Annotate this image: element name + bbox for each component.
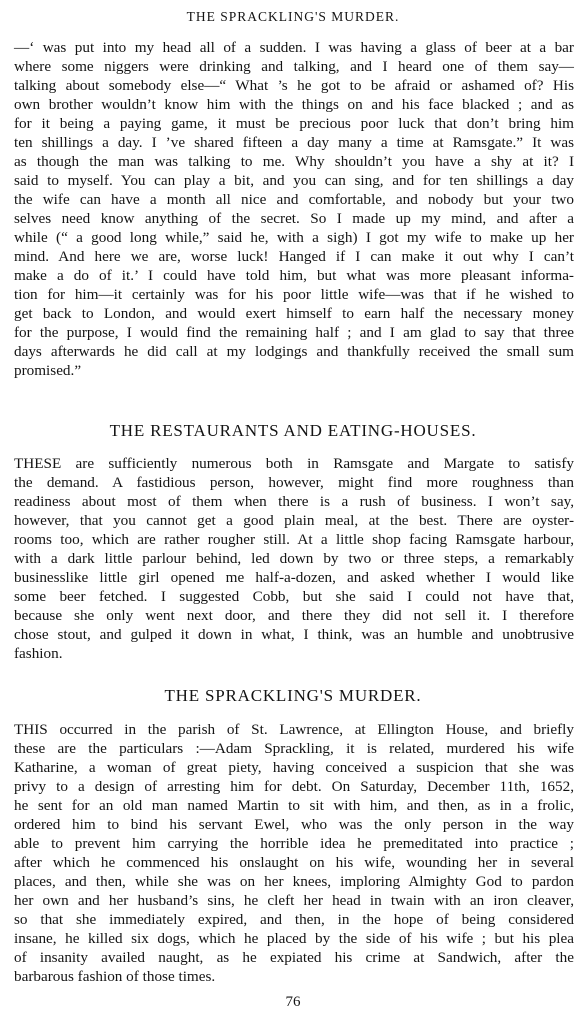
text-line: her own and her husband’s sins, he cleft her head in twain with an iron cleaver,	[14, 892, 574, 909]
section-heading: THE RESTAURANTS AND EATING-HOUSES.	[109, 421, 477, 440]
text-line: while (“ a good long while,” said he, with a sigh) I got my wife to make up her	[14, 229, 574, 246]
text-line: promised.”	[14, 362, 82, 379]
text-line: with a dark little parlour behind, led down by two or three steps, a remarkably	[14, 550, 574, 567]
text-line: chose stout, and gulped it down in what, I think, was an humble and unobtrusive	[14, 626, 574, 643]
text-line: selves need know anything of the secret. So I made up my mind, and after a	[14, 210, 574, 227]
text-line: of insanity availed naught, as he expiated his crime at Sandwich, after the	[14, 949, 574, 966]
text-line: said to myself. You can play a bit, and you can sing, and for ten shillings a day	[14, 172, 574, 189]
text-line: insane, he killed six dogs, which he placed by the side of his wife ; but his plea	[14, 930, 574, 947]
text-line: tion for him—it certainly was for his poor little wife—was that if he wished to	[14, 286, 574, 303]
text-line: fashion.	[14, 645, 63, 662]
text-line: rooms too, which are rather rougher still. At a little shop facing Ramsgate harbour,	[14, 531, 574, 548]
text-line: able to prevent him carrying the horrible idea he premeditated into practice ;	[14, 835, 574, 852]
text-line: THESE are sufficiently numerous both in Ramsgate and Margate to satisfy	[14, 455, 574, 472]
text-line: places, and then, while she was on her knees, imploring Almighty God to pardon	[14, 873, 574, 890]
text-line: THIS occurred in the parish of St. Lawrence, at Ellington House, and briefly	[14, 721, 574, 738]
text-line: privy to a design of arresting him for debt. On Saturday, December 11th, 1652,	[14, 778, 574, 795]
text-line: after which he commenced his onslaught on his wife, wounding her in several	[14, 854, 574, 871]
text-line: for the purpose, I would find the remaining half ; and I am glad to say that three	[14, 324, 574, 341]
text-line: businesslike little girl opened me half-a-dozen, and asked whether I would like	[14, 569, 574, 586]
text-line: make a do of it.’ I could have told him, but what was more pleasant informa-	[14, 267, 574, 284]
text-line: as though the man was talking to me. Why shouldn’t you have a shy at it? I	[14, 153, 574, 170]
text-line: the wife can have a month all nice and comfortable, and nobody but your two	[14, 191, 574, 208]
text-line: ten shillings a day. I ’ve shared fifteen a day many a time at Ramsgate.” It was	[14, 134, 574, 151]
text-line: because she only went next door, and there they did not sell it. I therefore	[14, 607, 574, 624]
text-line: barbarous fashion of those times.	[14, 968, 216, 985]
text-line: mind. And here we are, worse luck! Hanged if I can make it out why I can’t	[14, 248, 574, 265]
text-line: talking about somebody else—“ What ’s he got to be afraid or ashamed of? His	[14, 77, 574, 94]
text-line: days afterwards he did call at my lodgings and thankfully received the small sum	[14, 343, 574, 360]
text-line: some beer fetched. I suggested Cobb, but she said I could not have that,	[14, 588, 574, 605]
text-line: he sent for an old man named Martin to sit with him, and then, as in a frolic,	[14, 797, 574, 814]
text-line: so that she immediately expired, and then, in the hope of being considered	[14, 911, 574, 928]
text-line: the demand. A fastidious person, however, might find more roughness than	[14, 474, 574, 491]
section-heading: THE SPRACKLING'S MURDER.	[164, 686, 422, 705]
text-line: ordered him to bind his servant Ewel, who was the only person in the way	[14, 816, 574, 833]
text-line: for it being a paying game, it must be precious poor luck that don’t bring him	[14, 115, 574, 132]
text-line: —‘ was put into my head all of a sudden. I was having a glass of beer at a bar	[14, 39, 574, 56]
text-line: these are the particulars :—Adam Sprackling, it is related, murdered his wife	[14, 740, 574, 757]
page-number: 76	[285, 994, 301, 1010]
running-head: THE SPRACKLING'S MURDER.	[186, 9, 400, 24]
text-line: where some niggers were drinking and talking, and I heard one of them say—	[14, 58, 574, 75]
text-line: readiness about most of them when there is a rush of business. I won’t say,	[14, 493, 574, 510]
text-line: however, that you cannot get a good plain meal, at the best. There are oyster-	[14, 512, 574, 529]
text-line: get back to London, and would exert himself to earn half the necessary money	[14, 305, 574, 322]
text-line: own brother wouldn’t know him with the things on and his face blacked ; and as	[14, 96, 574, 113]
text-line: Katharine, a woman of great piety, having conceived a suspicion that she was	[14, 759, 574, 776]
